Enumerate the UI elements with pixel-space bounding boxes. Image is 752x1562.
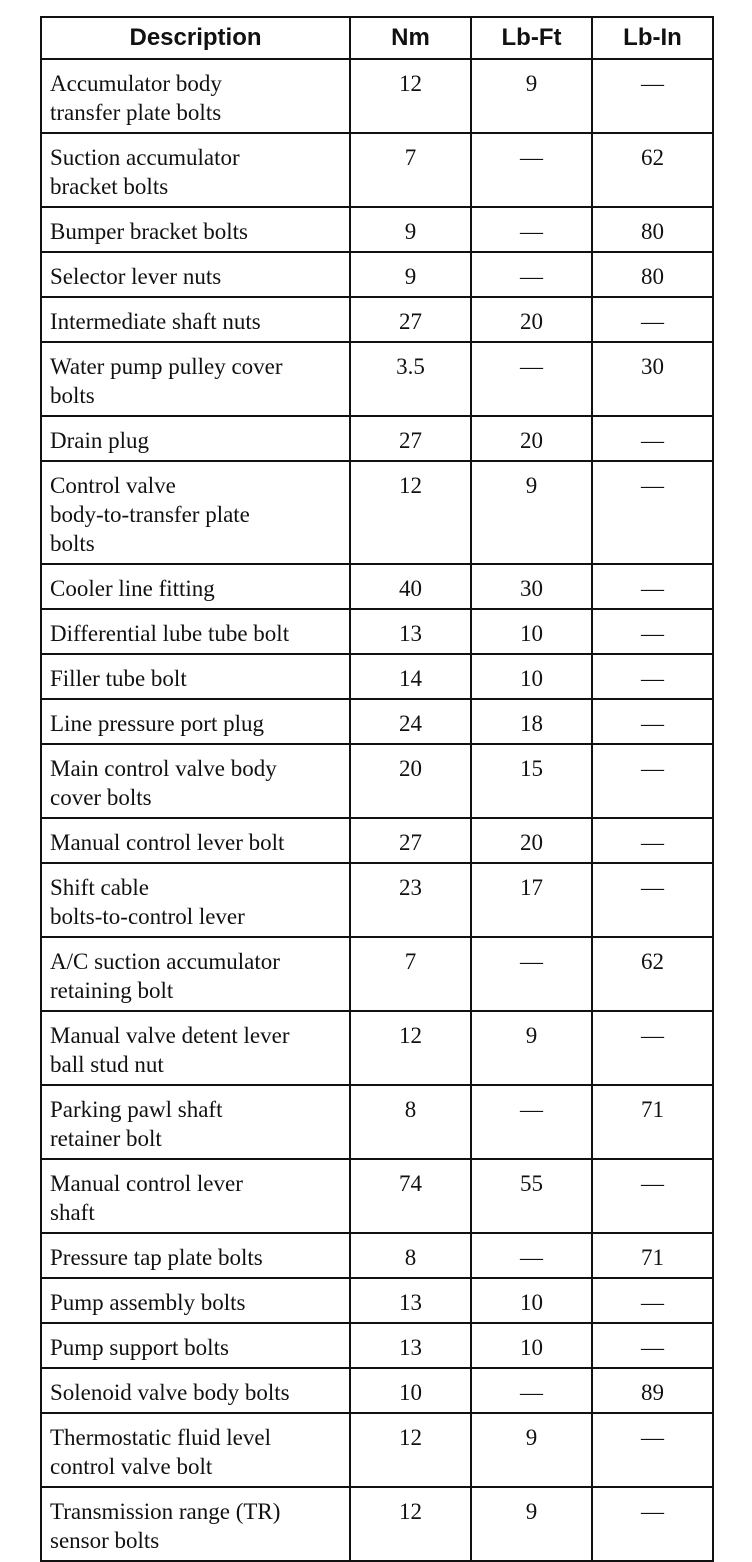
table-row [41, 937, 713, 1011]
table-row [41, 1085, 713, 1159]
cell-nm: 40 [350, 564, 471, 609]
cell-nm: 23 [350, 863, 471, 937]
cell-nm: 9 [350, 252, 471, 297]
cell-nm: 9 [350, 207, 471, 252]
cell-lb-ft: 10 [471, 609, 592, 654]
table-row [41, 1323, 713, 1368]
cell-nm: 8 [350, 1085, 471, 1159]
cell-lb-ft: 9 [471, 59, 592, 133]
cell-lb-ft: 18 [471, 699, 592, 744]
cell-lb-ft: 20 [471, 297, 592, 342]
cell-description: Drain plug [41, 416, 350, 461]
cell-nm: 8 [350, 1233, 471, 1278]
table-row [41, 863, 713, 937]
cell-lb-ft: — [471, 1085, 592, 1159]
cell-lb-ft: — [471, 937, 592, 1011]
cell-description: Parking pawl shaft retainer bolt [41, 1085, 350, 1159]
cell-lb-in: — [592, 1159, 713, 1233]
cell-nm: 12 [350, 1413, 471, 1487]
cell-lb-in: — [592, 564, 713, 609]
torque-spec-table [40, 16, 714, 1562]
cell-nm: 7 [350, 133, 471, 207]
table-row [41, 133, 713, 207]
cell-lb-in: — [592, 297, 713, 342]
cell-lb-in: — [592, 1487, 713, 1561]
cell-description: Solenoid valve body bolts [41, 1368, 350, 1413]
cell-lb-ft: 15 [471, 744, 592, 818]
cell-description: Transmission range (TR) sensor bolts [41, 1487, 350, 1561]
cell-lb-in: 30 [592, 342, 713, 416]
cell-description: Intermediate shaft nuts [41, 297, 350, 342]
cell-description: Suction accumulator bracket bolts [41, 133, 350, 207]
cell-nm: 74 [350, 1159, 471, 1233]
cell-lb-in: — [592, 654, 713, 699]
table-row [41, 1487, 713, 1561]
cell-lb-in: — [592, 416, 713, 461]
cell-lb-ft: 9 [471, 1011, 592, 1085]
cell-description: Manual control lever bolt [41, 818, 350, 863]
cell-lb-in: — [592, 744, 713, 818]
cell-description: Main control valve body cover bolts [41, 744, 350, 818]
cell-lb-ft: 10 [471, 1278, 592, 1323]
table-header [41, 17, 713, 59]
cell-lb-ft: — [471, 342, 592, 416]
table-row [41, 1159, 713, 1233]
table-row [41, 1233, 713, 1278]
cell-nm: 12 [350, 461, 471, 564]
table-body [41, 59, 713, 1561]
cell-nm: 27 [350, 297, 471, 342]
cell-description: Cooler line fitting [41, 564, 350, 609]
cell-lb-ft: 9 [471, 1413, 592, 1487]
cell-nm: 20 [350, 744, 471, 818]
cell-description: Water pump pulley cover bolts [41, 342, 350, 416]
cell-lb-ft: 9 [471, 1487, 592, 1561]
cell-lb-ft: — [471, 133, 592, 207]
table-row [41, 342, 713, 416]
table-row [41, 252, 713, 297]
cell-lb-in: 80 [592, 207, 713, 252]
cell-nm: 3.5 [350, 342, 471, 416]
cell-description: Line pressure port plug [41, 699, 350, 744]
cell-lb-in: — [592, 1011, 713, 1085]
cell-lb-ft: 30 [471, 564, 592, 609]
torque-spec-table-container [40, 16, 712, 1562]
cell-lb-ft: 20 [471, 416, 592, 461]
cell-nm: 13 [350, 1323, 471, 1368]
cell-lb-ft: 20 [471, 818, 592, 863]
table-row [41, 207, 713, 252]
cell-description: Thermostatic fluid level control valve bolt [41, 1413, 350, 1487]
table-row [41, 461, 713, 564]
cell-lb-in: — [592, 609, 713, 654]
cell-description: Pump assembly bolts [41, 1278, 350, 1323]
cell-description: Filler tube bolt [41, 654, 350, 699]
header-description: Description [41, 17, 350, 59]
cell-description: A/C suction accumulator retaining bolt [41, 937, 350, 1011]
table-row [41, 297, 713, 342]
cell-nm: 13 [350, 1278, 471, 1323]
cell-nm: 14 [350, 654, 471, 699]
table-row [41, 416, 713, 461]
header-nm: Nm [350, 17, 471, 59]
cell-nm: 24 [350, 699, 471, 744]
cell-lb-in: — [592, 59, 713, 133]
cell-description: Pump support bolts [41, 1323, 350, 1368]
cell-lb-in: 62 [592, 133, 713, 207]
cell-description: Differential lube tube bolt [41, 609, 350, 654]
cell-nm: 13 [350, 609, 471, 654]
table-row [41, 1278, 713, 1323]
cell-description: Manual control lever shaft [41, 1159, 350, 1233]
cell-lb-ft: 10 [471, 1323, 592, 1368]
table-row [41, 564, 713, 609]
cell-nm: 12 [350, 1487, 471, 1561]
cell-nm: 27 [350, 416, 471, 461]
cell-lb-in: — [592, 699, 713, 744]
cell-lb-ft: 17 [471, 863, 592, 937]
cell-lb-in: 89 [592, 1368, 713, 1413]
table-row [41, 1368, 713, 1413]
header-row [41, 17, 713, 59]
cell-description: Pressure tap plate bolts [41, 1233, 350, 1278]
cell-lb-ft: — [471, 207, 592, 252]
cell-description: Bumper bracket bolts [41, 207, 350, 252]
cell-lb-ft: 9 [471, 461, 592, 564]
cell-lb-ft: — [471, 1368, 592, 1413]
table-row [41, 654, 713, 699]
cell-lb-in: — [592, 1278, 713, 1323]
cell-description: Manual valve detent lever ball stud nut [41, 1011, 350, 1085]
header-lb-ft: Lb-Ft [471, 17, 592, 59]
cell-lb-in: 71 [592, 1085, 713, 1159]
cell-nm: 7 [350, 937, 471, 1011]
header-lb-in: Lb-In [592, 17, 713, 59]
cell-lb-in: — [592, 1413, 713, 1487]
table-row [41, 59, 713, 133]
cell-lb-in: — [592, 863, 713, 937]
table-row [41, 1413, 713, 1487]
cell-nm: 12 [350, 59, 471, 133]
cell-lb-ft: 10 [471, 654, 592, 699]
cell-nm: 27 [350, 818, 471, 863]
table-row [41, 699, 713, 744]
cell-lb-ft: — [471, 1233, 592, 1278]
table-row [41, 818, 713, 863]
table-row [41, 1011, 713, 1085]
cell-lb-in: — [592, 818, 713, 863]
cell-lb-in: — [592, 1323, 713, 1368]
cell-lb-in: 71 [592, 1233, 713, 1278]
cell-lb-in: 80 [592, 252, 713, 297]
cell-lb-in: — [592, 461, 713, 564]
cell-nm: 12 [350, 1011, 471, 1085]
cell-description: Selector lever nuts [41, 252, 350, 297]
table-row [41, 609, 713, 654]
cell-description: Control valve body-to-transfer plate bolts [41, 461, 350, 564]
cell-lb-in: 62 [592, 937, 713, 1011]
cell-lb-ft: 55 [471, 1159, 592, 1233]
cell-description: Shift cable bolts-to-control lever [41, 863, 350, 937]
cell-lb-ft: — [471, 252, 592, 297]
table-row [41, 744, 713, 818]
cell-description: Accumulator body transfer plate bolts [41, 59, 350, 133]
cell-nm: 10 [350, 1368, 471, 1413]
